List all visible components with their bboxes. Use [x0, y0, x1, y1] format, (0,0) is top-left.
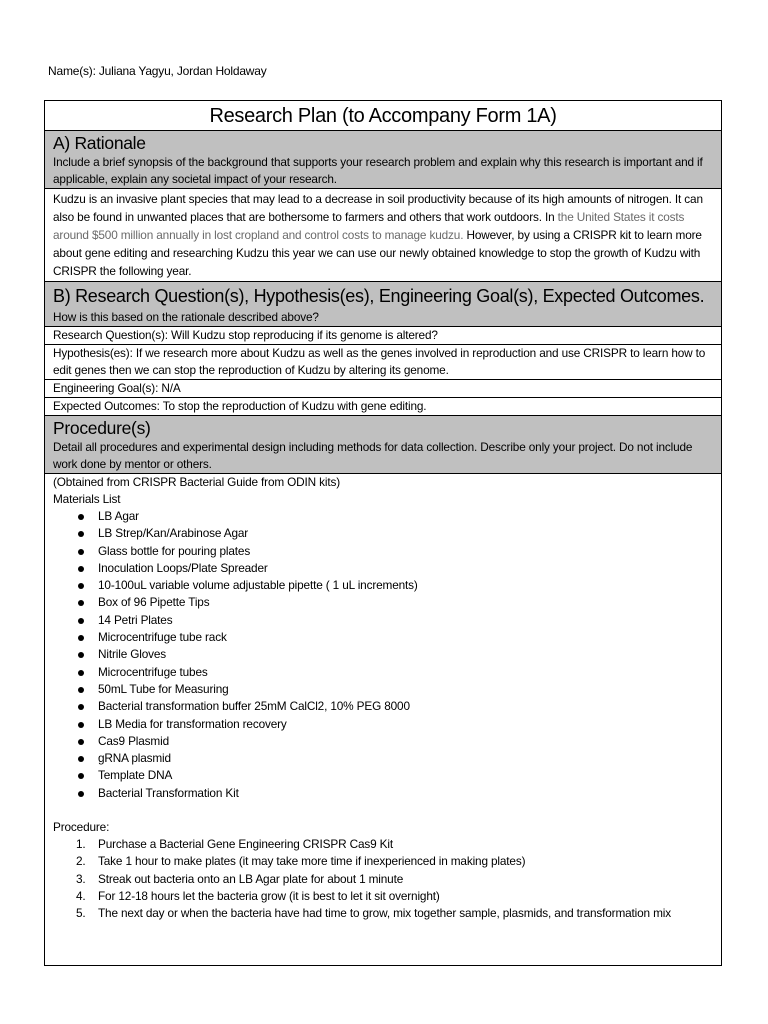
procedures-instructions: Detail all procedures and experimental design including methods for data collection. Describe only your project. Do not include work done by mentor or others. — [53, 440, 693, 471]
names-line: Name(s): Juliana Yagyu, Jordan Holdaway — [48, 64, 267, 78]
material-item: Inoculation Loops/Plate Spreader — [98, 560, 713, 577]
step-number: 2. — [76, 854, 86, 869]
expected-outcomes: Expected Outcomes: To stop the reproduction of Kudzu with gene editing. — [45, 398, 721, 416]
material-item: 14 Petri Plates — [98, 612, 713, 629]
procedure-step — [76, 888, 713, 905]
material-item: Bacterial transformation buffer 25mM CalCl2, 10% PEG 8000 — [98, 698, 713, 715]
rationale-instructions: Include a brief synopsis of the background that supports your research problem and explain why this research is important and if applicable, explain any societal impact of your research. — [53, 155, 703, 186]
rationale-body-part1: Kudzu is an invasive plant species that may lead to a decrease in soil productivity because of its high amounts of nitrogen. It can also be found in unwanted places that are bothersome to farmers and others that work outdoors. In — [53, 192, 703, 224]
procedures-body — [45, 474, 721, 965]
rationale-body — [45, 189, 721, 282]
research-instructions: How is this based on the rationale described above? — [53, 310, 319, 324]
step-text: Streak out bacteria onto an LB Agar plate for about 1 minute — [98, 871, 404, 886]
rationale-heading: A) Rationale — [53, 133, 146, 153]
material-item: Box of 96 Pipette Tips — [98, 594, 713, 611]
engineering-goal: Engineering Goal(s): N/A — [45, 380, 721, 398]
material-item: Microcentrifuge tube rack — [98, 629, 713, 646]
material-item: Cas9 Plasmid — [98, 733, 713, 750]
procedure-steps — [53, 836, 713, 922]
procedure-step — [76, 905, 713, 922]
materials-label: Materials List — [53, 492, 121, 506]
procedure-step — [76, 836, 713, 853]
step-number: 1. — [76, 837, 86, 852]
procedure-label: Procedure: — [53, 820, 110, 835]
procedure-step — [76, 853, 713, 870]
material-item: LB Agar — [98, 508, 713, 525]
material-item: Bacterial Transformation Kit — [98, 785, 713, 802]
procedures-heading: Procedure(s) — [53, 418, 151, 438]
research-heading: B) Research Question(s), Hypothesis(es), Engineering Goal(s), Expected Outcomes. — [53, 286, 705, 306]
source-note: (Obtained from CRISPR Bacterial Guide from ODIN kits) — [53, 475, 341, 489]
material-item: Microcentrifuge tubes — [98, 664, 713, 681]
research-header-cell — [45, 282, 721, 327]
procedures-header-cell — [45, 416, 721, 474]
material-item: LB Media for transformation recovery — [98, 716, 713, 733]
step-text: The next day or when the bacteria have had time to grow, mix together sample, plasmids, and transformation mix — [98, 906, 671, 921]
rationale-header-cell — [45, 131, 721, 189]
rationale-body-cost: the United States it costs around $500 million annually in lost cropland and control costs to manage kudzu. — [53, 210, 685, 242]
step-text: Purchase a Bacterial Gene Engineering CRISPR Cas9 Kit — [98, 837, 393, 852]
page-title: Research Plan (to Accompany Form 1A) — [45, 101, 721, 131]
material-item: Template DNA — [98, 767, 713, 784]
material-item: 10-100uL variable volume adjustable pipette ( 1 uL increments) — [98, 577, 713, 594]
step-text: For 12-18 hours let the bacteria grow (it is best to let it sit overnight) — [98, 888, 440, 903]
materials-list — [53, 508, 713, 802]
research-question: Research Question(s): Will Kudzu stop reproducing if its genome is altered? — [45, 327, 721, 345]
step-number: 3. — [76, 871, 86, 886]
procedure-step — [76, 871, 713, 888]
step-number: 5. — [76, 906, 86, 921]
material-item: Nitrile Gloves — [98, 646, 713, 663]
material-item: LB Strep/Kan/Arabinose Agar — [98, 525, 713, 542]
rationale-body-part2: However, by using a CRISPR kit to learn more about gene editing and researching Kudzu this year we can use our newly obtained knowledge to stop the growth of Kudzu with CRISPR the following year. — [53, 228, 702, 278]
step-text: Take 1 hour to make plates (it may take more time if inexperienced in making plates) — [98, 854, 526, 869]
material-item: Glass bottle for pouring plates — [98, 543, 713, 560]
research-plan-table — [44, 100, 722, 966]
hypothesis: Hypothesis(es): If we research more about Kudzu as well as the genes involved in reproduction and use CRISPR to learn how to edit genes then we can stop the reproduction of Kudzu by altering its genome. — [45, 345, 721, 380]
material-item: gRNA plasmid — [98, 750, 713, 767]
material-item: 50mL Tube for Measuring — [98, 681, 713, 698]
step-number: 4. — [76, 888, 86, 903]
